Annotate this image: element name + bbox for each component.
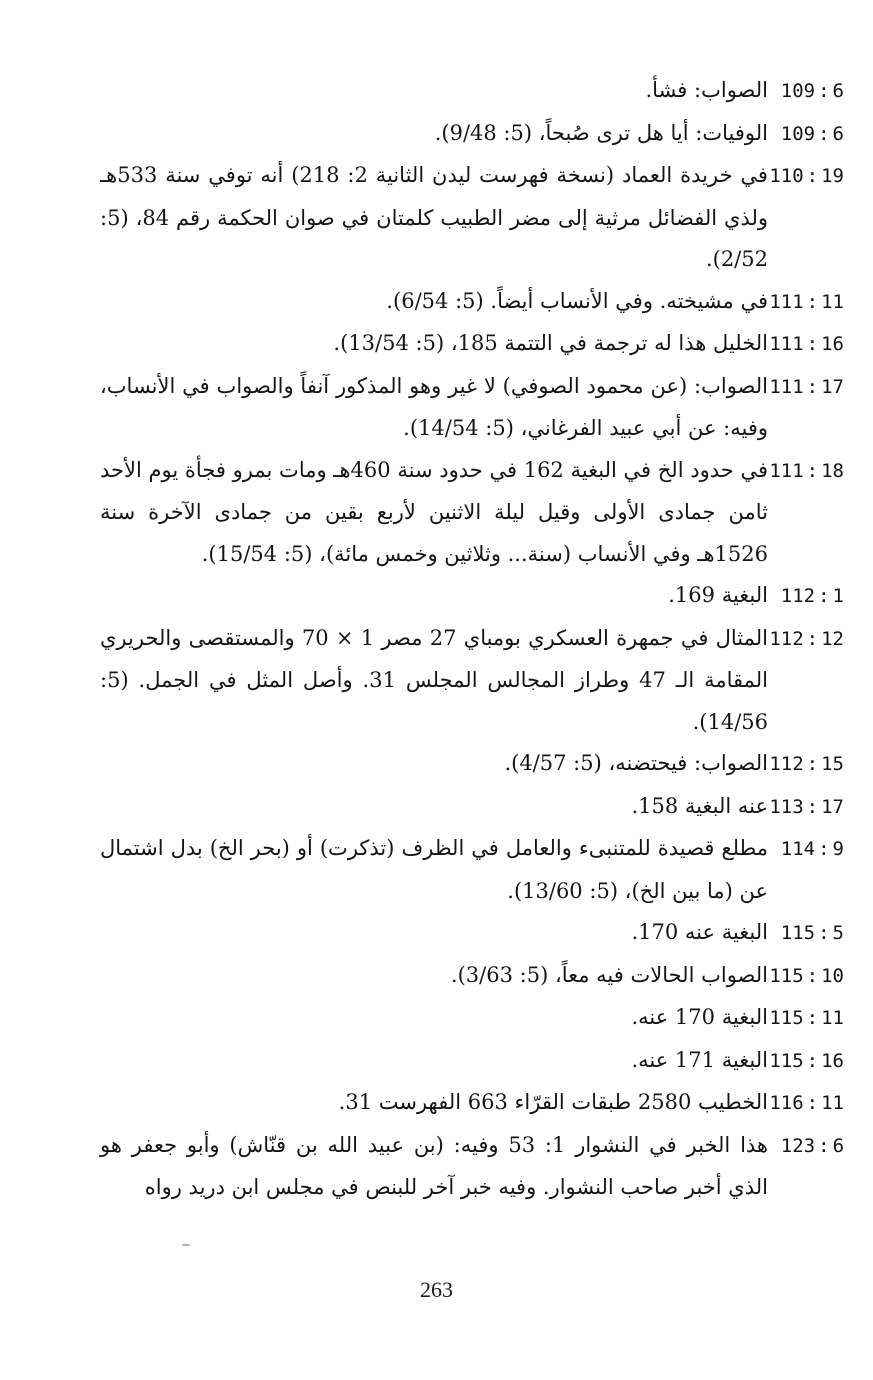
entry-reference [768, 829, 844, 871]
entry-reference [768, 1083, 844, 1125]
entry-text: الصواب الحالات فيه معاً، (5: 3/63). [450, 962, 768, 987]
entry-page-ref: 116 [769, 1092, 804, 1114]
reference-separator: : [806, 1007, 819, 1029]
entry-line-ref: 10 [821, 964, 844, 987]
correction-entry [100, 997, 844, 1040]
correction-entry [100, 786, 844, 829]
entry-reference [768, 114, 844, 156]
entry-line-ref: 16 [821, 333, 844, 355]
entry-reference [768, 998, 844, 1040]
entry-text: المثال في جمهرة العسكري بومباي 27 مصر 1 × 70 والمستقصى والحريري المقامة الـ 47 وطراز المجالس المجلس 31. وأصل المثل في الجمل. (5: 14/56). [100, 625, 769, 734]
entry-page-ref: 111 [769, 290, 804, 313]
reference-separator: : [806, 627, 819, 650]
correction-entry [100, 323, 844, 366]
entry-reference [768, 156, 844, 198]
entry-page-ref: 111 [769, 375, 804, 398]
entry-page-ref: 109 [780, 122, 816, 145]
correction-entry [100, 828, 844, 912]
entry-text: هذا الخبر في النشوار 1: 53 وفيه: (بن عبيد الله بن قنّاش) وأبو جعفر هو الذي أخبر صاحب النشوار. وفيه خبر آخر للبنص في مجلس ابن دريد رواه [100, 1132, 769, 1199]
entry-line-ref: 17 [821, 795, 844, 818]
entry-page-ref: 115 [780, 922, 816, 944]
entry-line-ref: 11 [821, 1092, 844, 1114]
entry-page-ref: 112 [769, 753, 804, 775]
entry-page-ref: 115 [769, 1007, 804, 1029]
entry-page-ref: 114 [780, 838, 816, 860]
correction-entry [100, 366, 844, 450]
reference-separator: : [806, 795, 819, 818]
entry-text: مطلع قصيدة للمتنبىء والعامل في الظرف (تذكرت) أو (بحر الخ) بدل اشتمال عن (ما بين الخ)، (5: 13/60). [100, 836, 768, 903]
correction-entry [100, 912, 844, 955]
entry-page-ref: 109 [780, 80, 816, 102]
entry-reference [768, 619, 844, 661]
reference-separator: : [806, 1049, 819, 1072]
entry-line-ref: 12 [821, 627, 844, 650]
reference-separator: : [818, 122, 830, 145]
entry-page-ref: 110 [769, 165, 804, 187]
reference-separator: : [806, 290, 819, 313]
entry-text: البغية 169. [668, 583, 768, 607]
entry-reference [768, 744, 844, 786]
entry-page-ref: 111 [769, 333, 804, 355]
reference-separator: : [818, 838, 830, 860]
entry-line-ref: 19 [821, 165, 844, 187]
entry-page-ref: 112 [780, 585, 816, 607]
entry-text: في حدود الخ في البغية 162 في حدود سنة 460هـ ومات بمرو فجأة يوم الأحد ثامن جمادى الأولى وقيل ليلة الاثنين لأربع بقين من جمادى الآخرة سنة 1526هـ وفي الأنساب (سنة... وثلاثين وخمس مائة)، (5: 15/54). [100, 457, 768, 566]
reference-separator: : [806, 753, 819, 775]
entry-line-ref: 6 [832, 1134, 845, 1157]
entry-reference [768, 1126, 844, 1168]
entry-page-ref: 112 [769, 627, 804, 650]
entry-text: الخليل هذا له ترجمة في التتمة 185، (5: 13/54). [333, 331, 768, 355]
correction-entry [100, 1040, 844, 1083]
entry-text: الصواب: (عن محمود الصوفي) لا غير وهو المذكور آنفاً والصواب في الأنساب، وفيه: عن أبي عبيد الفرغاني، (5: 14/54). [100, 373, 768, 440]
correction-entry [100, 743, 844, 786]
entry-reference [768, 71, 844, 113]
entry-page-ref: 113 [769, 795, 804, 818]
reference-separator: : [806, 1092, 819, 1114]
reference-separator: : [806, 459, 819, 482]
entry-page-ref: 111 [769, 459, 804, 482]
entry-line-ref: 11 [821, 1007, 844, 1029]
entry-reference [768, 787, 844, 829]
entry-reference [768, 367, 844, 409]
entry-line-ref: 9 [832, 838, 844, 860]
entry-text: في خريدة العماد (نسخة فهرست ليدن الثانية 2: 218) أنه توفي سنة 533هـ ولذي الفضائل مرثية إلى مضر الطبيب كلمتان في صوان الحكمة رقم 84، (5: 2/52). [100, 163, 768, 271]
reference-separator: : [818, 585, 830, 607]
entry-reference [768, 1041, 844, 1083]
correction-entries-list [100, 70, 844, 1209]
entry-text: البغية 170 عنه. [631, 1005, 768, 1029]
entry-text: عنه البغية 158. [631, 793, 768, 818]
entry-text: الوفيات: أيا هل ترى صُبحاً، (5: 9/48). [434, 120, 768, 145]
entry-reference [768, 576, 844, 618]
correction-entry [100, 1125, 844, 1209]
entry-line-ref: 6 [832, 80, 844, 102]
entry-page-ref: 115 [769, 1049, 804, 1072]
reference-separator: : [818, 80, 830, 102]
entry-line-ref: 11 [821, 290, 844, 313]
page-number: 263 [420, 1277, 453, 1302]
entry-text: الخطيب 2580 طبقات القرّاء 663 الفهرست 31. [338, 1090, 768, 1114]
entry-line-ref: 1 [832, 585, 844, 607]
entry-line-ref: 5 [832, 922, 844, 944]
entry-line-ref: 18 [821, 459, 844, 482]
reference-separator: : [818, 922, 830, 944]
reference-separator: : [806, 964, 819, 987]
correction-entry [100, 955, 844, 998]
correction-entry [100, 113, 844, 156]
entry-text: الصواب: فشأ. [645, 78, 768, 102]
entry-reference [768, 324, 844, 366]
entry-reference [768, 451, 844, 493]
entry-page-ref: 123 [780, 1134, 816, 1157]
entry-line-ref: 6 [832, 122, 844, 145]
reference-separator: : [818, 1134, 830, 1157]
scan-speck [182, 1244, 190, 1246]
correction-entry [100, 155, 844, 281]
correction-entry [100, 70, 844, 113]
entry-line-ref: 16 [821, 1049, 844, 1072]
reference-separator: : [806, 333, 819, 355]
entry-text: في مشيخته. وفي الأنساب أيضاً. (5: 6/54). [386, 288, 768, 313]
correction-entry [100, 281, 844, 324]
entry-page-ref: 115 [769, 964, 804, 987]
entry-line-ref: 17 [821, 375, 844, 398]
reference-separator: : [806, 165, 819, 187]
reference-separator: : [806, 375, 819, 398]
entry-text: البغية عنه 170. [631, 920, 768, 944]
entry-text: البغية 171 عنه. [631, 1047, 768, 1072]
entry-reference [768, 956, 844, 998]
correction-entry [100, 618, 844, 744]
correction-entry [100, 1082, 844, 1125]
correction-entry [100, 450, 844, 576]
correction-entry [100, 575, 844, 618]
entry-reference [768, 913, 844, 955]
entry-text: الصواب: فيحتضنه، (5: 4/57). [504, 751, 768, 775]
entry-line-ref: 15 [821, 753, 844, 775]
entry-reference [768, 282, 844, 324]
